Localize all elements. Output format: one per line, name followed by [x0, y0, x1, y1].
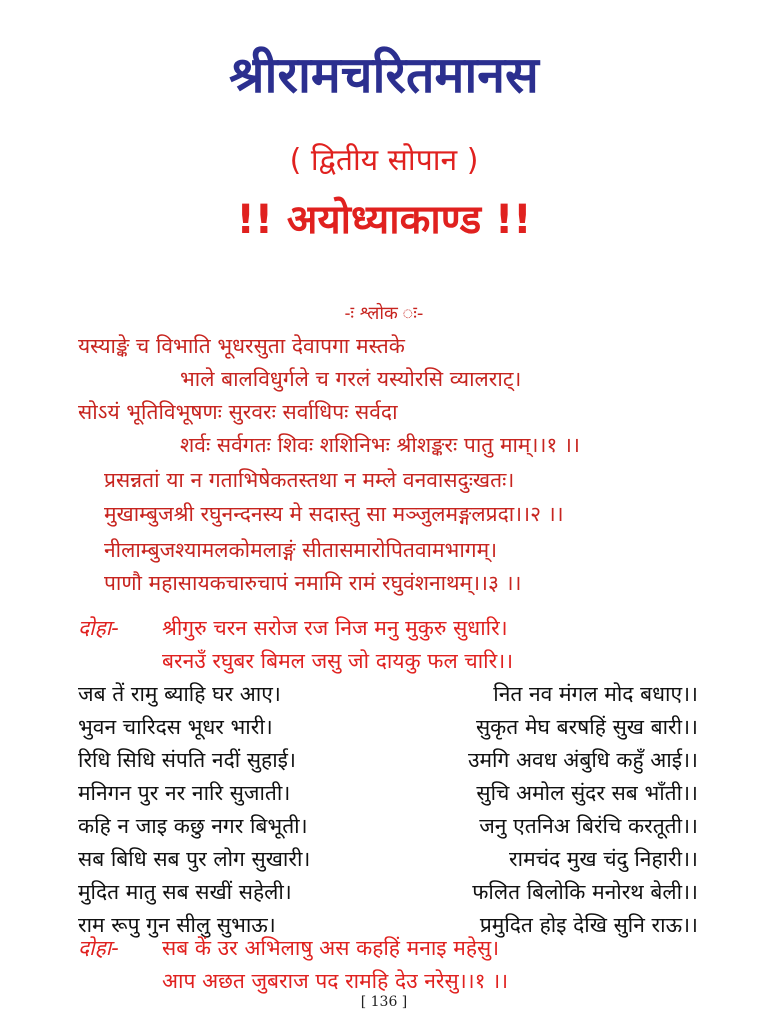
page-number: [ 136 ]: [360, 994, 408, 1010]
chaupai-line: [78, 810, 698, 842]
chaupai-half: मुदित मातु सब सखीं सहेली।: [78, 880, 292, 904]
chaupai-half: सुकृत मेघ बरषहिं सुख बारी।।: [475, 715, 698, 739]
shloka-line: भाले बालविधुर्गले च गरलं यस्योरसि व्यालराट्।: [180, 367, 522, 391]
page-title: श्रीरामचरितमानस: [229, 46, 539, 104]
chaupai-half: सुचि अमोल सुंदर सब भाँती।।: [476, 781, 698, 805]
chaupai-half: रामचंद मुख चंदु निहारी।।: [509, 847, 698, 871]
section-subtitle: ( द्वितीय सोपान ): [289, 143, 479, 178]
chaupai-half: राम रूपु गुन सीलु सुभाऊ।: [78, 913, 276, 937]
chaupai-half: प्रमुदित होइ देखि सुनि राऊ।।: [479, 913, 698, 937]
chaupai-line: [78, 843, 698, 875]
chaupai-half: फलित बिलोकि मनोरथ बेली।।: [472, 880, 698, 904]
chaupai-line: [78, 876, 698, 908]
chaupai-half: कहि न जाइ कछु नगर बिभूती।: [78, 814, 308, 838]
shloka-line: मुखाम्बुजश्री रघुनन्दनस्य मे सदास्तु सा मञ्जुलमङ्गलप्रदा।।२ ।।: [104, 502, 564, 526]
shloka-line: पाणौ महासायकचारुचापं नमामि रामं रघुवंशनाथम्।।३ ।।: [104, 571, 522, 595]
chaupai-half: सब बिधि सब पुर लोग सुखारी।: [78, 847, 311, 871]
doha-line: श्रीगुरु चरन सरोज रज निज मनु मुकुरु सुधारि।: [162, 616, 508, 640]
chaupai-half: भुवन चारिदस भूधर भारी।: [78, 715, 273, 739]
shloka-line: प्रसन्नतां या न गताभिषेकतस्तथा न मम्ले वनवासदुःखतः।: [104, 468, 515, 492]
doha-label: दोहा-: [78, 616, 119, 640]
shloka-line: शर्वः सर्वगतः शिवः शशिनिभः श्रीशङ्करः पातु माम्।।१ ।।: [180, 433, 580, 457]
chaupai-line: [78, 744, 698, 776]
chaupai-half: उमगि अवध अंबुधि कहुँ आई।।: [467, 748, 698, 772]
doha-line: बरनउँ रघुबर बिमल जसु जो दायकु फल चारि।।: [162, 649, 514, 673]
chaupai-half: मनिगन पुर नर नारि सुजाती।: [78, 781, 291, 805]
chaupai-half: रिधि सिधि संपति नदीं सुहाई।: [78, 748, 296, 772]
chaupai-line: [78, 678, 698, 710]
doha-label: दोहा-: [78, 936, 119, 960]
shloka-heading: -ः श्लोक ः-: [344, 303, 424, 324]
chaupai-line: [78, 777, 698, 809]
chaupai-line: [78, 711, 698, 743]
shloka-line: यस्याङ्के च विभाति भूधरसुता देवापगा मस्तके: [78, 334, 405, 358]
chaupai-half: जब तें रामु ब्याहि घर आए।: [78, 682, 281, 706]
chaupai-half: जनु एतनिअ बिरंचि करतूती।।: [479, 814, 698, 838]
kand-heading: !! अयोध्याकाण्ड !!: [236, 197, 532, 243]
doha-line: सब कें उर अभिलाषु अस कहहिं मनाइ महेसु।: [162, 936, 500, 960]
shloka-line: सोऽयं भूतिविभूषणः सुरवरः सर्वाधिपः सर्वदा: [78, 400, 398, 424]
chaupai-half: नित नव मंगल मोद बधाए।।: [493, 682, 698, 706]
doha-line: आप अछत जुबराज पद रामहि देउ नरेसु।।१ ।।: [162, 969, 509, 993]
shloka-line: नीलाम्बुजश्यामलकोमलाङ्गं सीतासमारोपितवामभागम्।: [104, 538, 498, 562]
